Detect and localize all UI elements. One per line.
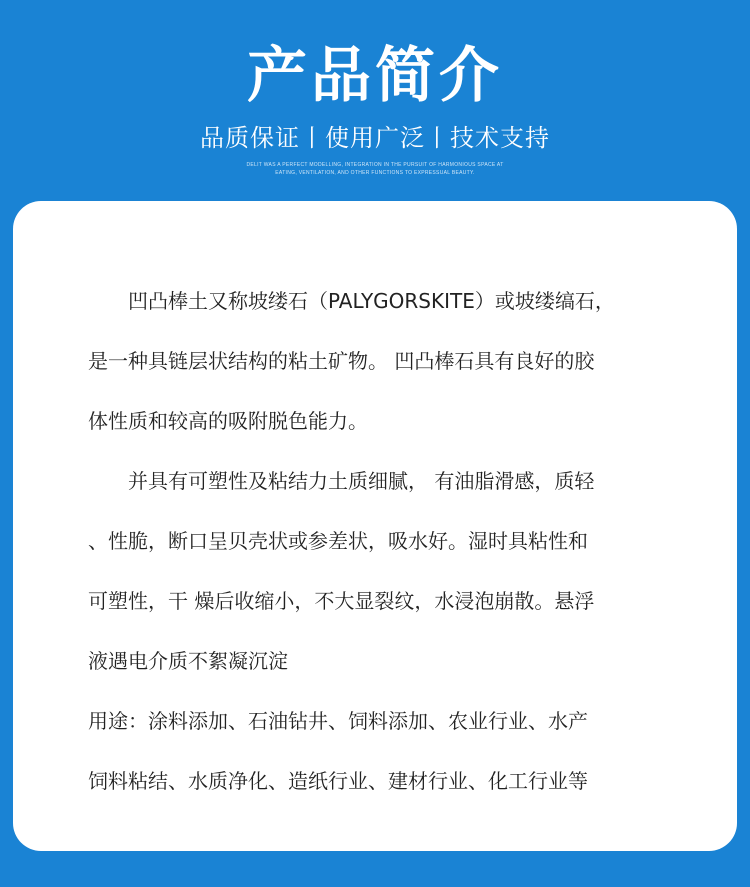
tagline-line-1: DELIT WAS A PERFECT MODELLING, INTEGRATION IN THE PURSUIT OF HARMONIOUS SPACE AT (246, 162, 504, 168)
description-line: 液遇电介质不絮凝沉淀 (88, 649, 288, 673)
description-line: 是一种具链层状结构的粘土矿物。 凹凸棒石具有良好的胶 (88, 349, 595, 373)
tagline-line-2: EATING, VENTILATION, AND OTHER FUNCTIONS TO EXPRESSUAL BEAUTY. (275, 170, 475, 176)
description-line: 凹凸棒土又称坡缕石（PALYGORSKITE）或坡缕缟石， (128, 289, 615, 313)
description-line: 可塑性，干 燥后收缩小，不大显裂纹，水浸泡崩散。悬浮 (88, 589, 595, 613)
description-line: 并具有可塑性及粘结力土质细腻， 有油脂滑感，质轻 (128, 469, 595, 493)
usage-line: 饲料粘结、水质净化、造纸行业、建材行业、化工行业等 (88, 769, 588, 793)
content-card (13, 201, 737, 851)
usage-line: 用途：涂料添加、石油钻井、饲料添加、农业行业、水产 (88, 709, 588, 733)
page-subtitle: 品质保证丨使用广泛丨技术支持 (200, 124, 550, 152)
description-line: 体性质和较高的吸附脱色能力。 (88, 409, 368, 433)
page-title: 产品简介 (247, 41, 503, 111)
english-tagline (225, 161, 525, 177)
description-line: 、性脆，断口呈贝壳状或参差状，吸水好。湿时具粘性和 (88, 529, 588, 553)
header-banner (0, 0, 750, 200)
product-description (88, 271, 668, 811)
